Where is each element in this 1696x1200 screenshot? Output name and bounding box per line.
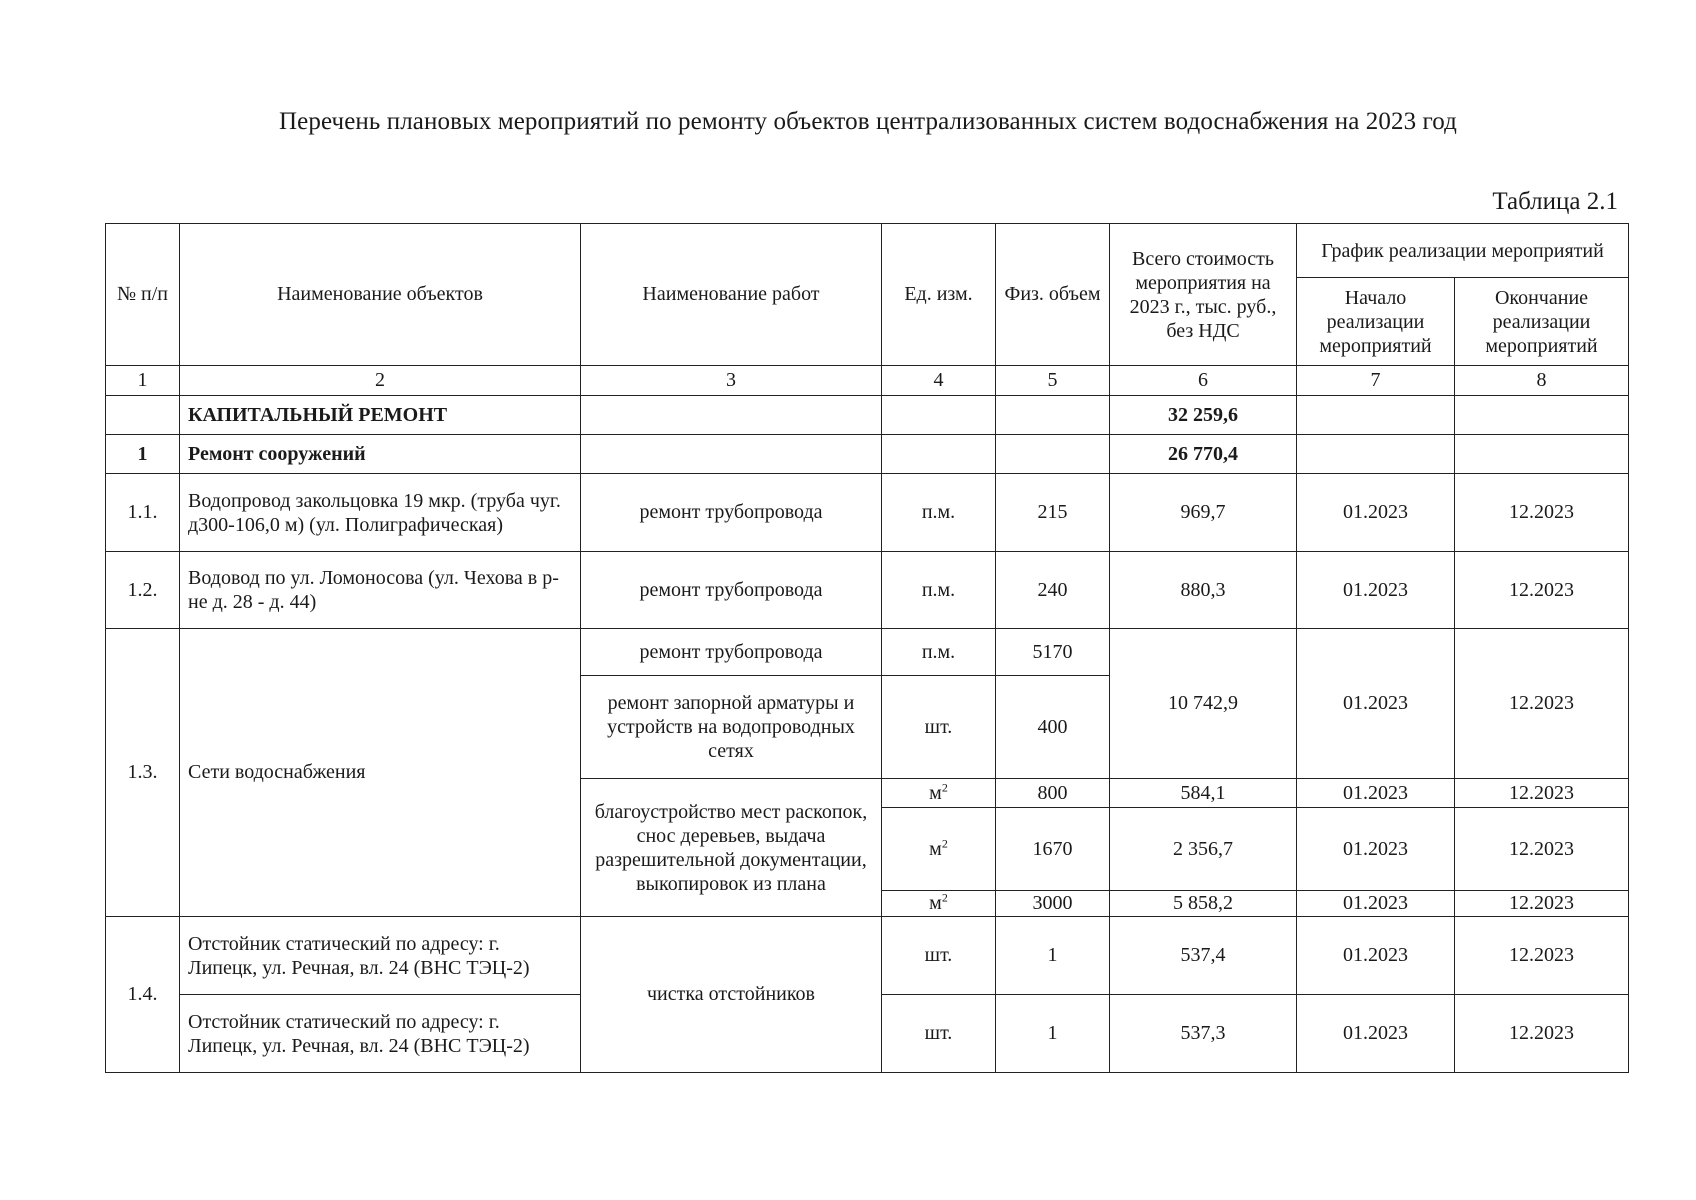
row-unit: п.м.: [882, 552, 996, 629]
empty-cell: [581, 435, 882, 474]
header-start: Начало реализации мероприятий: [1297, 278, 1455, 366]
row-start: 01.2023: [1297, 474, 1455, 552]
row-volume: 1: [996, 995, 1110, 1073]
row-cost: 969,7: [1110, 474, 1297, 552]
header-unit: Ед. изм.: [882, 224, 996, 366]
row-end: 12.2023: [1455, 552, 1629, 629]
row-object: Отстойник статический по адресу: г. Липецк, ул. Речная, вл. 24 (ВНС ТЭЦ-2): [180, 995, 581, 1073]
row-works: ремонт трубопровода: [581, 474, 882, 552]
unit-base: м: [929, 892, 942, 914]
plan-table: [105, 223, 1629, 1073]
row-unit: шт.: [882, 676, 996, 779]
empty-cell: [996, 435, 1110, 474]
empty-cell: [106, 396, 180, 435]
row-volume: 1670: [996, 808, 1110, 891]
column-number: 5: [996, 366, 1110, 396]
row-volume: 1: [996, 917, 1110, 995]
row-unit: [882, 891, 996, 917]
empty-cell: [1297, 435, 1455, 474]
empty-cell: [882, 435, 996, 474]
row-num: 1.3.: [106, 629, 180, 917]
column-number-row: [106, 366, 1629, 396]
row-cost: 10 742,9: [1110, 629, 1297, 779]
row-object: Сети водоснабжения: [180, 629, 581, 917]
row-end: 12.2023: [1455, 474, 1629, 552]
page-title: Перечень плановых мероприятий по ремонту объектов централизованных систем водоснабжения на 2023 год: [279, 108, 1457, 135]
header-end: Окончание реализации мероприятий: [1455, 278, 1629, 366]
unit-power: 2: [941, 890, 948, 905]
row-object: Водопровод закольцовка 19 мкр. (труба чуг. д300-106,0 м) (ул. Полиграфическая): [180, 474, 581, 552]
row-end: 12.2023: [1455, 808, 1629, 891]
row-start: 01.2023: [1297, 779, 1455, 808]
section-1-cost: 26 770,4: [1110, 435, 1297, 474]
row-unit: [882, 808, 996, 891]
empty-cell: [1297, 396, 1455, 435]
column-number: 7: [1297, 366, 1455, 396]
row-start: 01.2023: [1297, 808, 1455, 891]
row-start: 01.2023: [1297, 891, 1455, 917]
row-volume: 3000: [996, 891, 1110, 917]
row-unit: шт.: [882, 995, 996, 1073]
row-end: 12.2023: [1455, 629, 1629, 779]
row-works: благоустройство мест раскопок, снос деревьев, выдача разрешительной документации, выкопировок из плана: [581, 779, 882, 917]
row-start: 01.2023: [1297, 995, 1455, 1073]
header-works: Наименование работ: [581, 224, 882, 366]
row-end: 12.2023: [1455, 891, 1629, 917]
row-num: 1.2.: [106, 552, 180, 629]
table-row: [106, 629, 1629, 676]
header-cost: Всего стоимость мероприятия на 2023 г., тыс. руб., без НДС: [1110, 224, 1297, 366]
empty-cell: [1455, 396, 1629, 435]
column-number: 8: [1455, 366, 1629, 396]
column-number: 1: [106, 366, 180, 396]
column-number: 4: [882, 366, 996, 396]
row-end: 12.2023: [1455, 995, 1629, 1073]
empty-cell: [1455, 435, 1629, 474]
header-volume: Физ. объем: [996, 224, 1110, 366]
unit-power: 2: [941, 835, 948, 850]
header-schedule: График реализации мероприятий: [1297, 224, 1629, 278]
row-end: 12.2023: [1455, 779, 1629, 808]
row-start: 01.2023: [1297, 629, 1455, 779]
row-unit: [882, 779, 996, 808]
row-cost: 2 356,7: [1110, 808, 1297, 891]
empty-cell: [882, 396, 996, 435]
empty-cell: [581, 396, 882, 435]
row-num: 1.1.: [106, 474, 180, 552]
row-unit: п.м.: [882, 474, 996, 552]
section-capital-cost: 32 259,6: [1110, 396, 1297, 435]
row-cost: 537,3: [1110, 995, 1297, 1073]
table-row: [106, 917, 1629, 995]
table-caption: Таблица 2.1: [1492, 188, 1618, 215]
unit-base: м: [929, 781, 942, 804]
row-works: чистка отстойников: [581, 917, 882, 1073]
row-cost: 5 858,2: [1110, 891, 1297, 917]
row-volume: 215: [996, 474, 1110, 552]
section-1-row: [106, 435, 1629, 474]
row-volume: 240: [996, 552, 1110, 629]
row-volume: 800: [996, 779, 1110, 808]
row-start: 01.2023: [1297, 552, 1455, 629]
column-number: 3: [581, 366, 882, 396]
section-capital-row: [106, 396, 1629, 435]
header-num: № п/п: [106, 224, 180, 366]
row-object: Водовод по ул. Ломоносова (ул. Чехова в р-не д. 28 - д. 44): [180, 552, 581, 629]
section-capital-name: КАПИТАЛЬНЫЙ РЕМОНТ: [180, 396, 581, 435]
row-cost: 880,3: [1110, 552, 1297, 629]
header-object: Наименование объектов: [180, 224, 581, 366]
column-number: 2: [180, 366, 581, 396]
row-object: Отстойник статический по адресу: г. Липецк, ул. Речная, вл. 24 (ВНС ТЭЦ-2): [180, 917, 581, 995]
empty-cell: [996, 396, 1110, 435]
row-end: 12.2023: [1455, 917, 1629, 995]
row-volume: 5170: [996, 629, 1110, 676]
section-1-num: 1: [106, 435, 180, 474]
section-1-name: Ремонт сооружений: [180, 435, 581, 474]
table-row: [106, 552, 1629, 629]
header-row: [106, 224, 1629, 278]
row-unit: п.м.: [882, 629, 996, 676]
unit-power: 2: [941, 779, 948, 794]
table-row: [106, 474, 1629, 552]
row-works: ремонт запорной арматуры и устройств на водопроводных сетях: [581, 676, 882, 779]
row-num: 1.4.: [106, 917, 180, 1073]
column-number: 6: [1110, 366, 1297, 396]
unit-base: м: [929, 837, 942, 860]
row-start: 01.2023: [1297, 917, 1455, 995]
row-volume: 400: [996, 676, 1110, 779]
row-works: ремонт трубопровода: [581, 629, 882, 676]
row-cost: 584,1: [1110, 779, 1297, 808]
row-unit: шт.: [882, 917, 996, 995]
row-works: ремонт трубопровода: [581, 552, 882, 629]
row-cost: 537,4: [1110, 917, 1297, 995]
